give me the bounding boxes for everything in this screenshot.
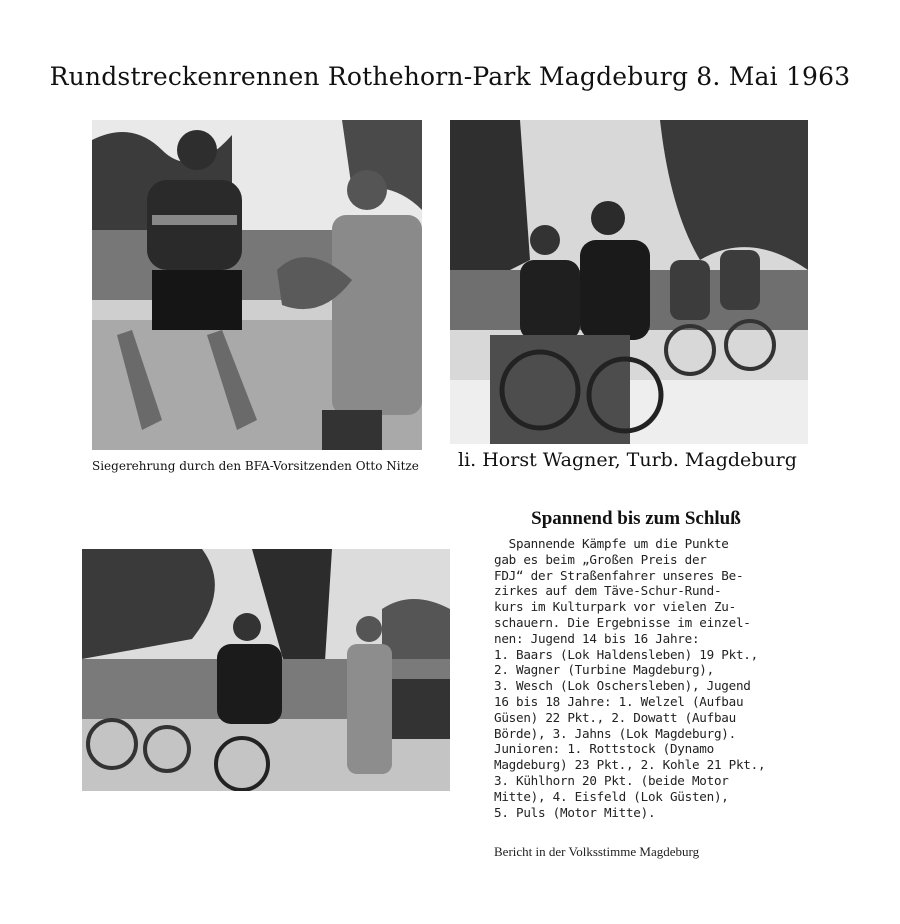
article-line: kurs im Kulturpark vor vielen Zu- [494,599,736,615]
article-line: Spannende Kämpfe um die Punkte [494,536,729,551]
article-line: 1. Baars (Lok Haldensleben) 19 Pkt., [494,646,758,662]
photo-award-ceremony-image [92,120,422,450]
article-line: FDJ“ der Straßenfahrer unseres Be- [494,567,744,583]
article-line: Güsen) 22 Pkt., 2. Dowatt (Aufbau [494,709,736,725]
article-line: nen: Jugend 14 bis 16 Jahre: [494,630,700,646]
article-line: Börde), 3. Jahns (Lok Magdeburg). [494,725,736,741]
photo-cyclist-flowers-image [82,549,450,791]
article-headline: Spannend bis zum Schluß [531,508,741,529]
photo-cyclist-flowers [82,549,450,791]
article-line: 5. Puls (Motor Mitte). [494,804,656,820]
photo-caption-wagner: li. Horst Wagner, Turb. Magdeburg [458,449,797,471]
article-line: gab es beim „Großen Preis der [494,551,707,567]
article-line: schauern. Die Ergebnisse im einzel- [494,614,751,630]
article-line: Mitte), 4. Eisfeld (Lok Güsten), [494,788,729,804]
article-line: Junioren: 1. Rottstock (Dynamo [494,741,714,757]
article-line: 16 bis 18 Jahre: 1. Welzel (Aufbau [494,693,744,709]
article-line: 3. Wesch (Lok Oschersleben), Jugend [494,678,751,694]
article-line: zirkes auf dem Täve-Schur-Rund- [494,583,722,599]
article-source: Bericht in der Volksstimme Magdeburg [494,844,700,859]
photo-award-ceremony [92,120,422,450]
article-line: Magdeburg) 23 Pkt., 2. Kohle 21 Pkt., [494,757,766,773]
photo-cyclists-wagner [450,120,808,444]
article-line: 3. Kühlhorn 20 Pkt. (beide Motor [494,772,729,788]
article-line: 2. Wagner (Turbine Magdeburg), [494,662,714,678]
photo-caption-award: Siegerehrung durch den BFA-Vorsitzenden Otto Nitze [92,459,419,473]
page-title: Rundstreckenrennen Rothehorn-Park Magdeburg 8. Mai 1963 [49,62,851,91]
photo-cyclists-wagner-image [450,120,808,444]
newspaper-clipping [494,508,778,820]
